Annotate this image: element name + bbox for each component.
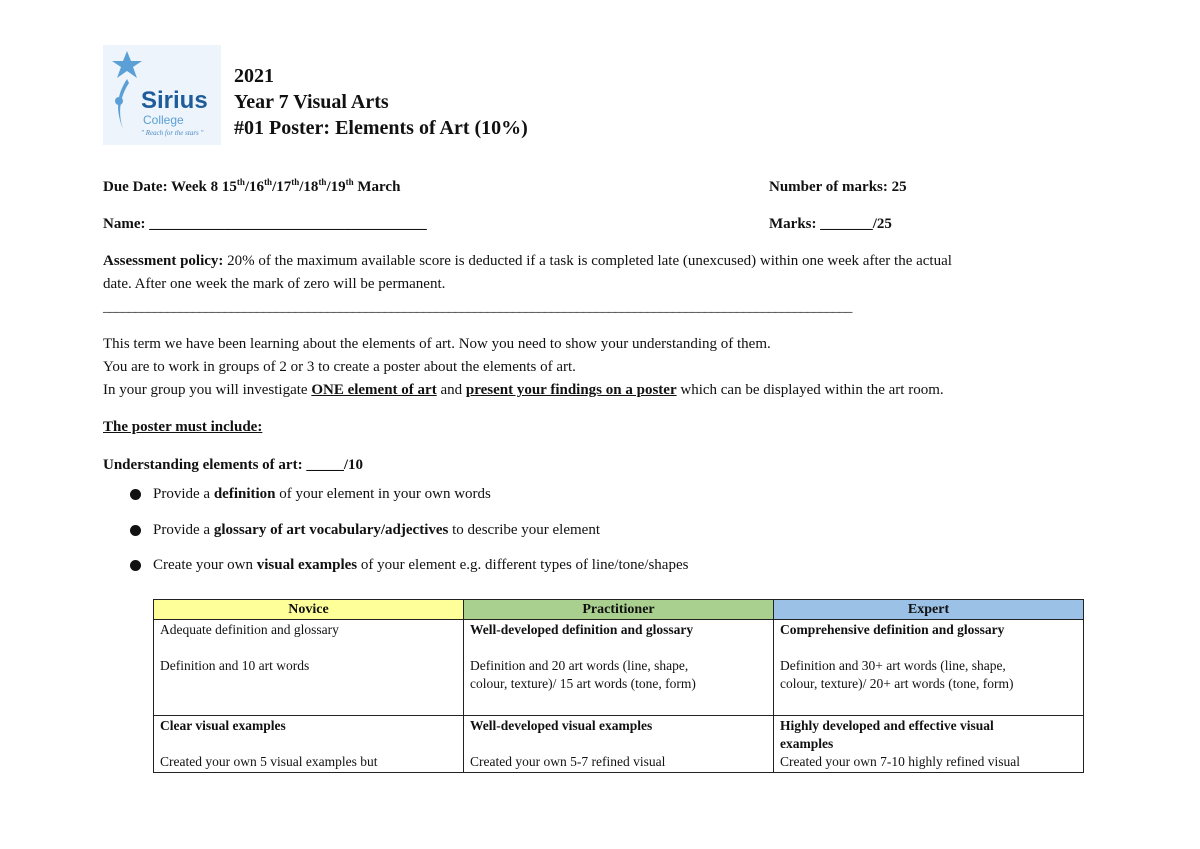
rubric-table [153, 599, 1084, 773]
bullet-icon [130, 489, 141, 500]
must-include-heading: The poster must include: [103, 419, 263, 435]
assessment-policy-line2: date. After one week the mark of zero will be permanent. [103, 276, 446, 292]
college-logo [103, 45, 221, 145]
logo-wordmark: Sirius [141, 87, 208, 114]
rubric-cell-expert: Comprehensive definition and glossary Definition and 30+ art words (line, shape, colour, texture)/ 20+ art words (tone, form) [774, 620, 1084, 716]
assessment-policy: Assessment policy: 20% of the maximum available score is deducted if a task is completed late (unexcused) within one week after the actual [103, 253, 952, 269]
bullet-icon [130, 525, 141, 536]
rubric-cell-expert: Highly developed and effective visual examples Created your own 7-10 highly refined visual [774, 716, 1084, 773]
table-row [154, 716, 1084, 773]
marks-field[interactable]: Marks: _______/25 [769, 216, 892, 232]
number-of-marks: Number of marks: 25 [769, 179, 907, 195]
rubric-cell-practitioner: Well-developed visual examples Created your own 5-7 refined visual [464, 716, 774, 773]
rubric-header-expert: Expert [774, 600, 1084, 620]
intro-line2: You are to work in groups of 2 or 3 to create a poster about the elements of art. [103, 359, 576, 375]
header-task: #01 Poster: Elements of Art (10%) [234, 117, 528, 139]
rubric-cell-practitioner: Well-developed definition and glossary Definition and 20 art words (line, shape, colour, texture)/ 15 art words (tone, form) [464, 620, 774, 716]
due-date: Due Date: Week 8 15th/16th/17th/18th/19th March [103, 177, 401, 195]
rubric-cell-novice: Clear visual examples Created your own 5 visual examples but [154, 716, 464, 773]
name-field[interactable]: Name: _____________________________________ [103, 216, 427, 232]
divider-line: _____________________________________________________________________________________________________________________ [103, 300, 852, 315]
rubric-header-practitioner: Practitioner [464, 600, 774, 620]
rubric-header-row [154, 600, 1084, 620]
intro-line1: This term we have been learning about the elements of art. Now you need to show your understanding of them. [103, 336, 771, 352]
logo-subtitle: College [143, 113, 184, 127]
bullet-item-definition: Provide a definition of your element in your own words [153, 486, 491, 502]
understanding-heading: Understanding elements of art: _____/10 [103, 457, 363, 473]
intro-line3: In your group you will investigate ONE element of art and present your findings on a poster which can be displayed within the art room. [103, 382, 944, 398]
logo-tagline: " Reach for the stars " [141, 129, 204, 137]
bullet-item-glossary: Provide a glossary of art vocabulary/adjectives to describe your element [153, 522, 600, 538]
header-course: Year 7 Visual Arts [234, 91, 389, 113]
bullet-item-visual-examples: Create your own visual examples of your element e.g. different types of line/tone/shapes [153, 557, 689, 573]
rubric-header-novice: Novice [154, 600, 464, 620]
bullet-icon [130, 560, 141, 571]
header-year: 2021 [234, 65, 274, 87]
rubric-cell-novice: Adequate definition and glossary Definition and 10 art words [154, 620, 464, 716]
table-row [154, 620, 1084, 716]
